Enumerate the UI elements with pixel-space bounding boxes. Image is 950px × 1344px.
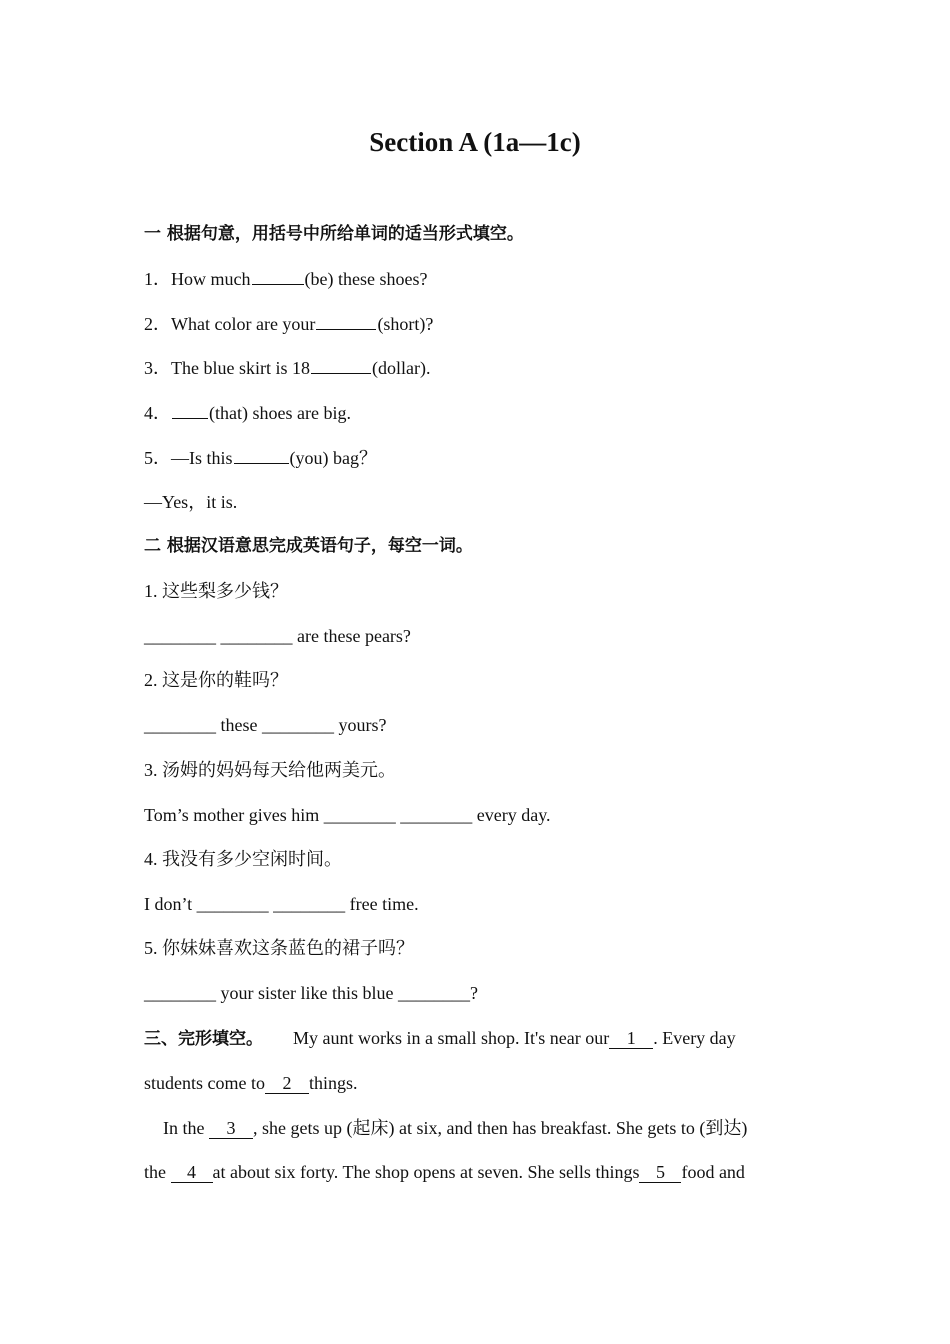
question-text: (dollar). [371, 358, 431, 378]
blank-number-4[interactable]: 4 [171, 1162, 213, 1183]
passage-text: . Every day [653, 1028, 736, 1048]
blank-number-2[interactable]: 2 [265, 1073, 309, 1094]
part3-line-1 [144, 1025, 736, 1052]
question-text: 4． [144, 403, 171, 423]
part3-line-2 [144, 1070, 358, 1096]
passage-text: In the [163, 1118, 209, 1138]
question-text: 3．The blue skirt is 18 [144, 358, 310, 378]
question-text: (that) shoes are big. [209, 403, 351, 423]
part2-sentence-1: ________ ________ are these pears? [144, 626, 411, 646]
question-text: 5．—Is this [144, 448, 233, 468]
blank-number-1[interactable]: 1 [609, 1028, 653, 1049]
passage-text: things. [308, 1073, 358, 1093]
passage-text: the [144, 1162, 171, 1182]
part1-question-5 [144, 445, 377, 471]
part2-sentence-3: Tom’s mother gives him ________ ________ every day. [144, 805, 551, 825]
part1-question-3 [144, 355, 430, 381]
part2-prompt-5: 5. 你妹妹喜欢这条蓝色的裙子吗？ [144, 938, 414, 958]
part2-sentence-4: I don’t ________ ________ free time. [144, 894, 419, 914]
question-text: 2．What color are your [144, 314, 316, 334]
part2-prompt-3: 3. 汤姆的妈妈每天给他两美元。 [144, 760, 396, 780]
part3-heading: 三、完形填空。 [144, 1029, 263, 1049]
page-title: Section A (1a—1c) [369, 127, 581, 157]
part1-question-2 [144, 311, 433, 337]
part2-sentence-5: ________ your sister like this blue ________? [144, 983, 478, 1003]
part2-prompt-2: 2. 这是你的鞋吗？ [144, 670, 288, 690]
part2-prompt-1: 1. 这些梨多少钱？ [144, 581, 288, 601]
part1-question-1 [144, 266, 427, 292]
part3-line-3 [163, 1115, 747, 1141]
part2-sentence-2: ________ these ________ yours? [144, 715, 387, 735]
passage-text: food and [681, 1162, 745, 1182]
part1-question-4 [144, 400, 351, 426]
part1-answer-5: —Yes，it is. [144, 492, 238, 512]
passage-text: students come to [144, 1073, 265, 1093]
question-text: (you) bag？ [289, 448, 377, 468]
part2-heading: 二 根据汉语意思完成英语句子，每空一词。 [144, 536, 473, 556]
answer-blank[interactable] [311, 355, 371, 374]
answer-blank[interactable] [252, 266, 304, 285]
answer-blank[interactable] [172, 400, 208, 419]
blank-number-3[interactable]: 3 [209, 1118, 253, 1139]
answer-blank[interactable] [234, 445, 289, 464]
blank-number-5[interactable]: 5 [639, 1162, 681, 1183]
question-text: (be) these shoes? [304, 269, 428, 289]
question-text: (short)? [377, 314, 434, 334]
question-text: 1．How much [144, 269, 251, 289]
passage-text: , she gets up (起床) at six, and then has breakfast. She gets to (到达) [252, 1118, 748, 1138]
answer-blank[interactable] [316, 311, 376, 330]
passage-text: My aunt works in a small shop. It's near our [293, 1028, 610, 1048]
part3-line-4 [144, 1159, 745, 1185]
part1-heading: 一 根据句意，用括号中所给单词的适当形式填空。 [144, 224, 524, 244]
passage-text: at about six forty. The shop opens at seven. She sells things [212, 1162, 640, 1182]
part2-prompt-4: 4. 我没有多少空闲时间。 [144, 849, 342, 869]
